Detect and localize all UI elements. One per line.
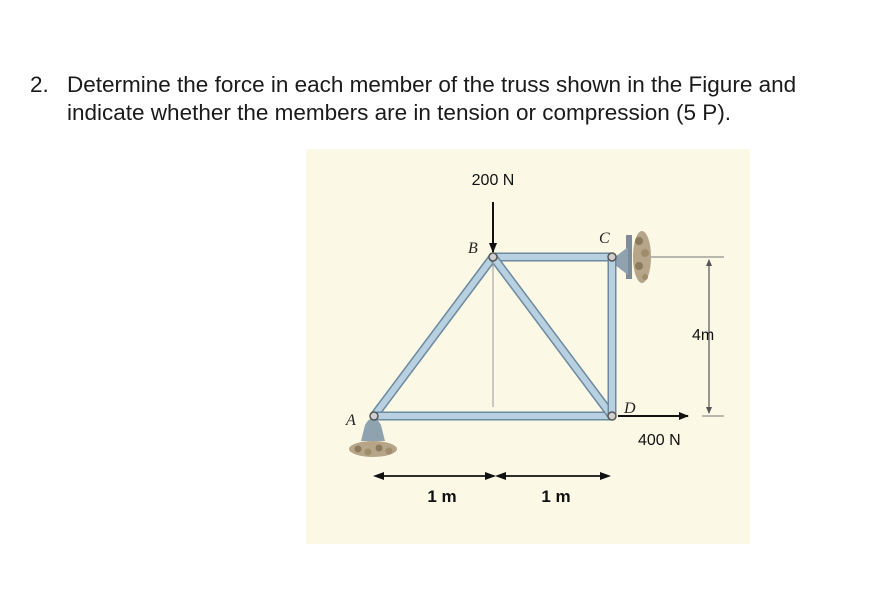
node-label-d: D xyxy=(624,400,636,417)
pin-d xyxy=(608,412,616,420)
pin-b xyxy=(489,253,497,261)
node-label-b: B xyxy=(468,240,478,257)
problem-number: 2. xyxy=(30,72,49,97)
problem-text-line-1: Determine the force in each member of the truss shown in the Figure and xyxy=(67,72,797,97)
dimension-label-span-right: 1 m xyxy=(541,487,571,506)
truss-figure xyxy=(306,149,750,544)
node-label-c: C xyxy=(599,230,610,247)
problem-text-line-2: indicate whether the members are in tension or compression (5 P). xyxy=(67,100,732,125)
ground-support-a xyxy=(349,418,397,457)
dimension-label-span-left: 1 m xyxy=(427,487,457,506)
dimension-label-height: 4m xyxy=(692,327,715,344)
pin-c xyxy=(608,253,616,261)
truss-diagram xyxy=(306,149,750,544)
node-label-a: A xyxy=(346,412,356,429)
load-label-vertical: 200 N xyxy=(471,172,515,189)
pin-a xyxy=(370,412,378,420)
load-label-horizontal: 400 N xyxy=(638,432,681,449)
